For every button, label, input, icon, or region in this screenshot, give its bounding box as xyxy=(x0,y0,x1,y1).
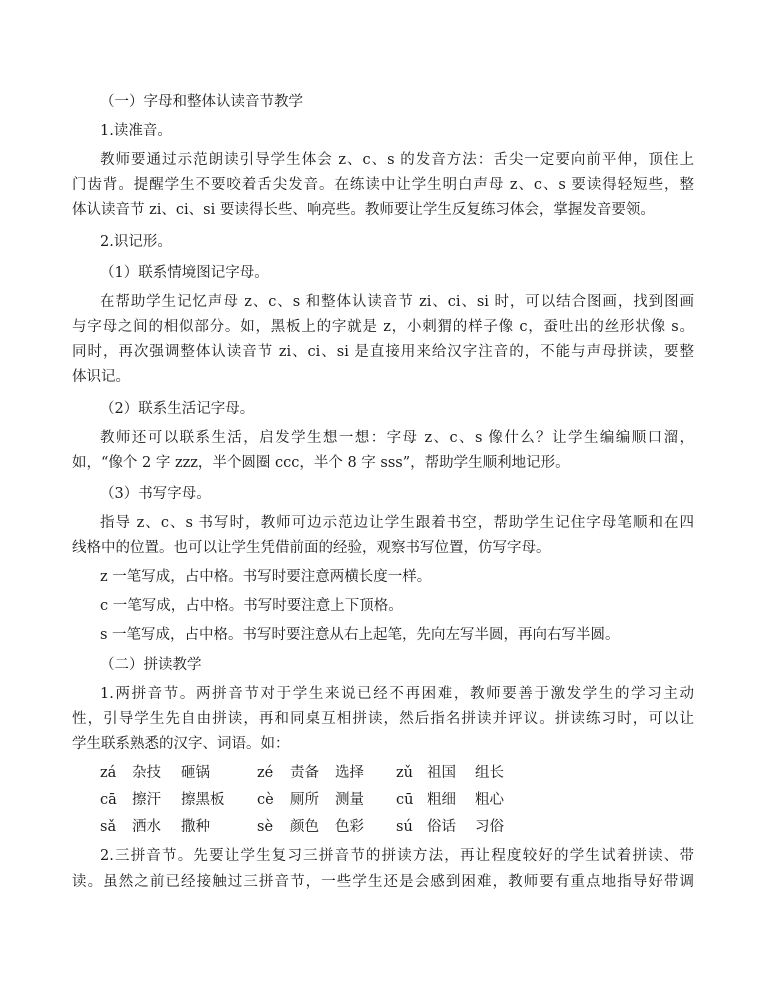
section-heading-spelling: （二）拼读教学 xyxy=(100,657,202,673)
word: 厕所 xyxy=(290,792,319,808)
paragraph-line: 线格中的位置。也可以让学生凭借前面的经验，观察书写位置，仿写字母。 xyxy=(72,540,551,556)
word: 颜色 xyxy=(290,819,319,835)
subheading-picture: （1）联系情境图记字母。 xyxy=(100,265,269,281)
word: 祖国 xyxy=(427,765,456,781)
subheading-shape: 2.识记形。 xyxy=(100,234,172,250)
word: 色彩 xyxy=(335,819,364,835)
word: 粗心 xyxy=(475,792,504,808)
paragraph-line: 同时，再次强调整体认读音节 zi、ci、si 是直接用来给汉字注音的，不能与声母拼读，要整 xyxy=(72,344,694,360)
paragraph-line: 教师要通过示范朗读引导学生体会 z、c、s 的发音方法：舌尖一定要向前平伸，顶住上 xyxy=(100,152,694,168)
paragraph-line: 与字母之间的相似部分。如，黑板上的字就是 z，小刺猬的样子像 c，蚕吐出的丝形状像 s。 xyxy=(72,319,694,335)
word: 俗话 xyxy=(427,819,456,835)
pinyin-syllable: cū xyxy=(396,792,414,808)
paragraph-line: 2.三拼音节。先要让学生复习三拼音节的拼读方法，再让程度较好的学生试着拼读、带 xyxy=(100,848,694,864)
writing-note-c: c 一笔写成，占中格。书写时要注意上下顶格。 xyxy=(100,598,403,614)
subheading-writing: （3）书写字母。 xyxy=(100,486,211,502)
subheading-pronunciation: 1.读准音。 xyxy=(100,123,172,139)
word: 粗细 xyxy=(427,792,456,808)
paragraph-line: 门齿背。提醒学生不要咬着舌尖发音。在练读中让学生明白声母 z、c、s 要读得轻短些，整 xyxy=(72,177,694,193)
word: 杂技 xyxy=(132,765,161,781)
pinyin-syllable: zé xyxy=(257,765,274,781)
word: 测量 xyxy=(335,792,364,808)
writing-note-s: s 一笔写成，占中格。书写时要注意从右上起笔，先向左写半圆，再向右写半圆。 xyxy=(100,627,620,643)
word: 撒种 xyxy=(181,819,210,835)
subheading-life: （2）联系生活记字母。 xyxy=(100,401,255,417)
word: 选择 xyxy=(335,765,364,781)
writing-note-z: z 一笔写成，占中格。书写时要注意两横长度一样。 xyxy=(100,569,432,585)
word: 洒水 xyxy=(132,819,161,835)
pinyin-syllable: sǎ xyxy=(100,819,117,835)
paragraph-line: 体认读音节 zi、ci、si 要读得长些、响亮些。教师要让学生反复练习体会，掌握发音要领。 xyxy=(72,202,655,218)
paragraph-line: 读。虽然之前已经接触过三拼音节，一些学生还是会感到困难，教师要有重点地指导好带调 xyxy=(72,874,694,890)
word: 组长 xyxy=(475,765,504,781)
pinyin-syllable: zá xyxy=(100,765,117,781)
word: 擦黑板 xyxy=(181,792,225,808)
word: 责备 xyxy=(290,765,319,781)
word: 擦汗 xyxy=(132,792,161,808)
paragraph-line: 学生联系熟悉的汉字、词语。如： xyxy=(72,736,290,752)
pinyin-syllable: zǔ xyxy=(396,765,413,781)
pinyin-syllable: cè xyxy=(257,792,274,808)
paragraph-line: 教师还可以联系生活，启发学生想一想：字母 z、c、s 像什么？让学生编编顺口溜， xyxy=(100,430,694,446)
paragraph-line: 如，“像个 2 字 zzz，半个圆圈 ccc，半个 8 字 sss”，帮助学生顺利地记形。 xyxy=(72,455,570,471)
paragraph-line: 性，引导学生先自由拼读，再和同桌互相拼读，然后指名拼读并评议。拼读练习时，可以让 xyxy=(72,711,694,727)
paragraph-line: 在帮助学生记忆声母 z、c、s 和整体认读音节 zi、ci、si 时，可以结合图画，找到图画 xyxy=(100,294,694,310)
paragraph-line: 指导 z、c、s 书写时，教师可边示范边让学生跟着书空，帮助学生记住字母笔顺和在四 xyxy=(100,515,694,531)
pinyin-syllable: sè xyxy=(257,819,274,835)
word: 砸锅 xyxy=(181,765,210,781)
section-heading-letters: （一）字母和整体认读音节教学 xyxy=(100,94,303,110)
word: 习俗 xyxy=(475,819,504,835)
pinyin-syllable: cā xyxy=(100,792,117,808)
pinyin-syllable: sú xyxy=(396,819,413,835)
paragraph-line: 1.两拼音节。两拼音节对于学生来说已经不再困难，教师要善于激发学生的学习主动 xyxy=(100,686,694,702)
paragraph-line: 体识记。 xyxy=(72,369,130,385)
